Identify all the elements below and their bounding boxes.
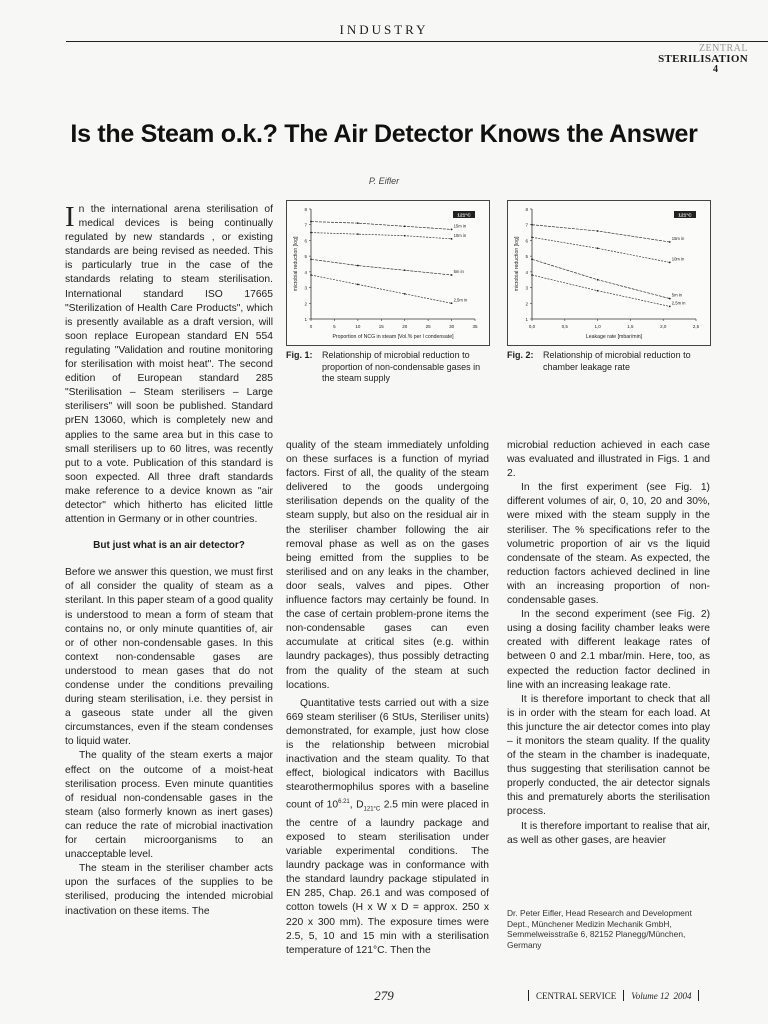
paragraph-text: Quantitative tests carried out with a size 669 steam steriliser (6 StUs, Steriliser units) demonstrated, for example, just how close is the relationship between microbial inactivation and the steam quality. To that effect, biological indicators with Bacillus stearothermophilus spores with a baseline count of 10 bbox=[286, 697, 489, 811]
series-line bbox=[532, 225, 670, 242]
y-tick-label: 3 bbox=[304, 285, 307, 291]
figure-2-chart bbox=[507, 200, 711, 346]
figure-1-svg bbox=[287, 201, 489, 345]
y-tick-label: 4 bbox=[304, 269, 307, 275]
paragraph: quality of the steam immediately unfolding on these surfaces is a function of myriad factors. First of all, the quality of the steam delivered to the goods undergoing sterilisation depends on the quality of the steam supply, but also on the residual air in the steriliser chamber following the air removal phase as well as on the gases being emitted from the supplies to be sterilised and on any leaks in the chamber, door seals, valves and pipes. Other influence factors may certainly be found. In the case of certain problem-prone items the non-condensable gases can even accumulate at critical sites (e.g. within laundry packages), thus possibly detracting from the quality of the steam at such locations. bbox=[286, 440, 489, 691]
column-3 bbox=[507, 439, 710, 848]
paragraph: The steam in the steriliser chamber acts upon the surfaces of the supplies to be sterilised, producing the intended microbial inactivation on these items. The bbox=[65, 863, 273, 917]
exponent: 6.21 bbox=[338, 799, 350, 806]
footer-year: 2004 bbox=[673, 991, 692, 1001]
data-point bbox=[357, 233, 359, 235]
intro-text: n the international arena sterilisation of medical devices is being continually regulated by new standards , or existing standards are being revised as needed. This is particularly true in the case of the standards relating to steam sterilisation. International standard ISO 17665 "Sterilization of Health Care Products", which is presently available as a draft version, will soon replace European standard EN 554 regulating "Validation and routine monitoring for sterilisation with moist heat". The second edition of European standard 285 "Sterilisation – Steam sterilisers – Large sterilisers" will soon be published. Standard prEN 13060, which is completely new and applies to the same area but in this case to small sterilisers up to 60 litres, was recently put to a vote. Publication of this standard is soon expected. All three draft standards make reference to a device known as "air detector" which hitherto has elicited little attention in Germany or in other countries. bbox=[65, 204, 273, 526]
data-point bbox=[310, 258, 312, 260]
series-label: 15m in bbox=[453, 223, 467, 229]
footer-divider bbox=[528, 990, 529, 1001]
x-tick-label: 5 bbox=[333, 324, 336, 329]
logo-top-text: ZENTRAL bbox=[698, 43, 748, 54]
column-1 bbox=[65, 203, 273, 919]
data-point bbox=[357, 284, 359, 286]
series-line bbox=[532, 275, 670, 306]
y-tick-label: 2 bbox=[304, 301, 307, 307]
data-point bbox=[404, 235, 406, 237]
y-tick-label: 5 bbox=[525, 254, 528, 260]
x-axis-label: Proportion of NCG in steam [Vol.% per l condensate] bbox=[332, 334, 454, 340]
series-label: 10m in bbox=[453, 232, 467, 238]
series-label: 15m in bbox=[671, 236, 685, 241]
paragraph-text: 2.5 min were placed in the centre of a laundry package and exposed to steam sterilisation under variable experimental conditions. The laundry package was in conformance with the standard laundry package stipulated in EN 285, Chap. 26.1 and was composed of cotton towels (H x W x D = approx. 250 x 220 x 300 mm). The exposure times were 2.5, 5, 10 and 15 min with a sterilisation temperature of 121°C. Then the bbox=[286, 799, 489, 956]
series-line bbox=[532, 237, 670, 262]
y-tick-label: 1 bbox=[525, 317, 528, 322]
figure-2-caption-text: Relationship of microbial reduction to chamber leakage rate bbox=[543, 350, 691, 372]
data-point bbox=[451, 229, 453, 231]
y-axis-label: microbial reduction [log] bbox=[293, 236, 299, 292]
data-point bbox=[357, 265, 359, 267]
data-point bbox=[310, 274, 312, 276]
series-label: 2,5m in bbox=[453, 297, 468, 303]
footer-journal: CENTRAL SERVICE bbox=[536, 991, 617, 1001]
data-point bbox=[597, 230, 599, 232]
logo-main-text: STERILISATION bbox=[658, 53, 748, 65]
data-point bbox=[310, 221, 312, 223]
figure-1-caption-text: Relationship of microbial reduction to proportion of non-condensable gases in the steam supply bbox=[322, 350, 481, 383]
y-tick-label: 5 bbox=[304, 254, 307, 260]
data-point bbox=[597, 247, 599, 249]
series-line bbox=[311, 222, 452, 230]
x-tick-label: 25 bbox=[425, 324, 431, 329]
paragraph: microbial reduction achieved in each case was evaluated and illustrated in Figs. 1 and 2. bbox=[507, 440, 710, 480]
x-axis-label: Leakage rate [mbar/min] bbox=[585, 334, 643, 340]
data-point bbox=[357, 222, 359, 224]
figure-2-caption bbox=[507, 350, 709, 373]
journal-logo bbox=[658, 44, 748, 75]
series-label: 5m in bbox=[671, 292, 683, 298]
data-point bbox=[597, 290, 599, 292]
data-point bbox=[669, 241, 671, 243]
x-tick-label: 0,0 bbox=[528, 324, 536, 329]
y-tick-label: 3 bbox=[525, 285, 528, 291]
data-point bbox=[597, 279, 599, 281]
figure-1-caption bbox=[286, 350, 488, 385]
y-tick-label: 2 bbox=[525, 301, 528, 307]
data-point bbox=[531, 236, 533, 238]
paragraph: In the first experiment (see Fig. 1) different volumes of air, 0, 10, 20 and 30%, were mixed with the steam supply in the steriliser. The % specifications refer to the volumetric proportion of air vs the liquid condensate of the steam. As expected, the reduction factors achieved declined in line with an increasing proportion of non-condensable gases. bbox=[507, 482, 710, 607]
x-tick-label: 30 bbox=[449, 324, 455, 329]
data-point bbox=[451, 238, 453, 240]
data-point bbox=[531, 258, 533, 260]
journal-footer bbox=[521, 990, 706, 1001]
logo-issue-number: 4 bbox=[713, 64, 718, 75]
data-point bbox=[404, 293, 406, 295]
x-tick-label: 1,5 bbox=[627, 324, 634, 329]
paragraph: The quality of the steam exerts a major effect on the outcome of a moist-heat sterilisation process. Even minute quantities of residual non-condensable gases in the steam (also formerly known as inert gases) can reduce the rate of microbial inactivation for certain microorganisms to an unacceptable level. bbox=[65, 750, 273, 861]
x-tick-label: 2,0 bbox=[660, 324, 667, 329]
column-2 bbox=[286, 439, 489, 958]
series-line bbox=[311, 259, 452, 275]
paragraph bbox=[286, 697, 489, 958]
temperature-badge: 121°C bbox=[457, 213, 471, 219]
paragraph-text: , D bbox=[349, 799, 364, 811]
paragraph: It is therefore important to realise that air, as well as other gases, are heavier bbox=[507, 820, 710, 846]
paragraph: In the second experiment (see Fig. 2) using a dosing facility chamber leaks were created with different leakage rates of between 0 and 2.1 mbar/min. Here, too, as expected the reduction factor declined in line with an increasing leakage rate. bbox=[507, 609, 710, 691]
data-point bbox=[451, 274, 453, 276]
figure-2-svg bbox=[508, 201, 710, 345]
y-tick-label: 4 bbox=[525, 269, 528, 275]
paragraph: Before we answer this question, we must first of all consider the quality of steam as a sterilant. In this paper steam of a good quality is understood to mean a form of steam that contains no, or only minute quantities of, air or of other non-condensable gases. In this context non-condensable gases are understood to mean gases that do not condense under the conditions prevailing during steam sterilisation, i.e. they persist in a gaseous state under all the given circumstances, even if the steam condenses to liquid water. bbox=[65, 567, 273, 748]
footer-divider bbox=[623, 990, 624, 1001]
intro-paragraph bbox=[65, 203, 273, 527]
figure-1-chart bbox=[286, 200, 490, 346]
data-point bbox=[531, 224, 533, 226]
data-point bbox=[531, 274, 533, 276]
y-tick-label: 6 bbox=[304, 238, 307, 244]
drop-cap: I bbox=[65, 201, 75, 233]
series-line bbox=[311, 233, 452, 239]
running-header: INDUSTRY bbox=[339, 22, 429, 37]
data-point bbox=[451, 302, 453, 304]
series-label: 5m in bbox=[453, 269, 464, 274]
series-label: 2,5m in bbox=[671, 300, 686, 306]
y-tick-label: 8 bbox=[525, 207, 528, 212]
y-tick-label: 7 bbox=[304, 222, 307, 228]
y-axis-label: microbial reduction [log] bbox=[514, 236, 520, 292]
x-tick-label: 15 bbox=[378, 324, 384, 329]
subscript: 121°C bbox=[363, 806, 381, 813]
page-number: 279 bbox=[374, 988, 394, 1003]
article-author: P. Eifler bbox=[368, 176, 400, 186]
data-point bbox=[310, 232, 312, 234]
footer-volume: Volume 12 bbox=[631, 991, 669, 1001]
y-tick-label: 7 bbox=[525, 222, 528, 228]
x-tick-label: 0 bbox=[309, 324, 313, 329]
series-label: 10m in bbox=[671, 256, 685, 262]
data-point bbox=[669, 262, 671, 264]
article-title: Is the Steam o.k.? The Air Detector Knows the Answer bbox=[70, 120, 698, 148]
x-tick-label: 1,0 bbox=[594, 324, 601, 329]
footer-divider bbox=[698, 990, 699, 1001]
data-point bbox=[404, 225, 406, 227]
data-point bbox=[669, 298, 671, 300]
series-line bbox=[311, 275, 452, 303]
paragraph: It is therefore important to check that all is in order with the steam for each load. At this juncture the air detector comes into play – it monitors the steam quality. If the quality of the steam in the chamber is inadequate, thus suggesting that sterilisation cannot be properly conducted, the air detector signals this and prematurely aborts the sterilisation process. bbox=[507, 693, 710, 818]
author-footnote: Dr. Peter Eifler, Head Research and Development Dept., Münchener Medizin Mechanik GmbH, Semmelweisstraße 6, 82152 Planegg/München, Germany bbox=[507, 908, 692, 950]
x-tick-label: 35 bbox=[472, 324, 478, 329]
figure-1-label: Fig. 1: bbox=[286, 350, 313, 360]
data-point bbox=[404, 269, 406, 271]
data-point bbox=[669, 306, 671, 308]
figure-2-label: Fig. 2: bbox=[507, 350, 534, 360]
series-line bbox=[532, 259, 670, 298]
y-tick-label: 8 bbox=[304, 207, 307, 212]
x-tick-label: 0,5 bbox=[561, 324, 568, 329]
header-rule bbox=[66, 41, 768, 42]
y-tick-label: 1 bbox=[304, 317, 307, 322]
x-tick-label: 20 bbox=[402, 324, 408, 329]
subheading: But just what is an air detector? bbox=[93, 540, 245, 552]
x-tick-label: 10 bbox=[355, 324, 361, 329]
x-tick-label: 2,5 bbox=[692, 324, 700, 329]
temperature-badge: 121°C bbox=[678, 213, 692, 219]
y-tick-label: 6 bbox=[525, 238, 528, 244]
